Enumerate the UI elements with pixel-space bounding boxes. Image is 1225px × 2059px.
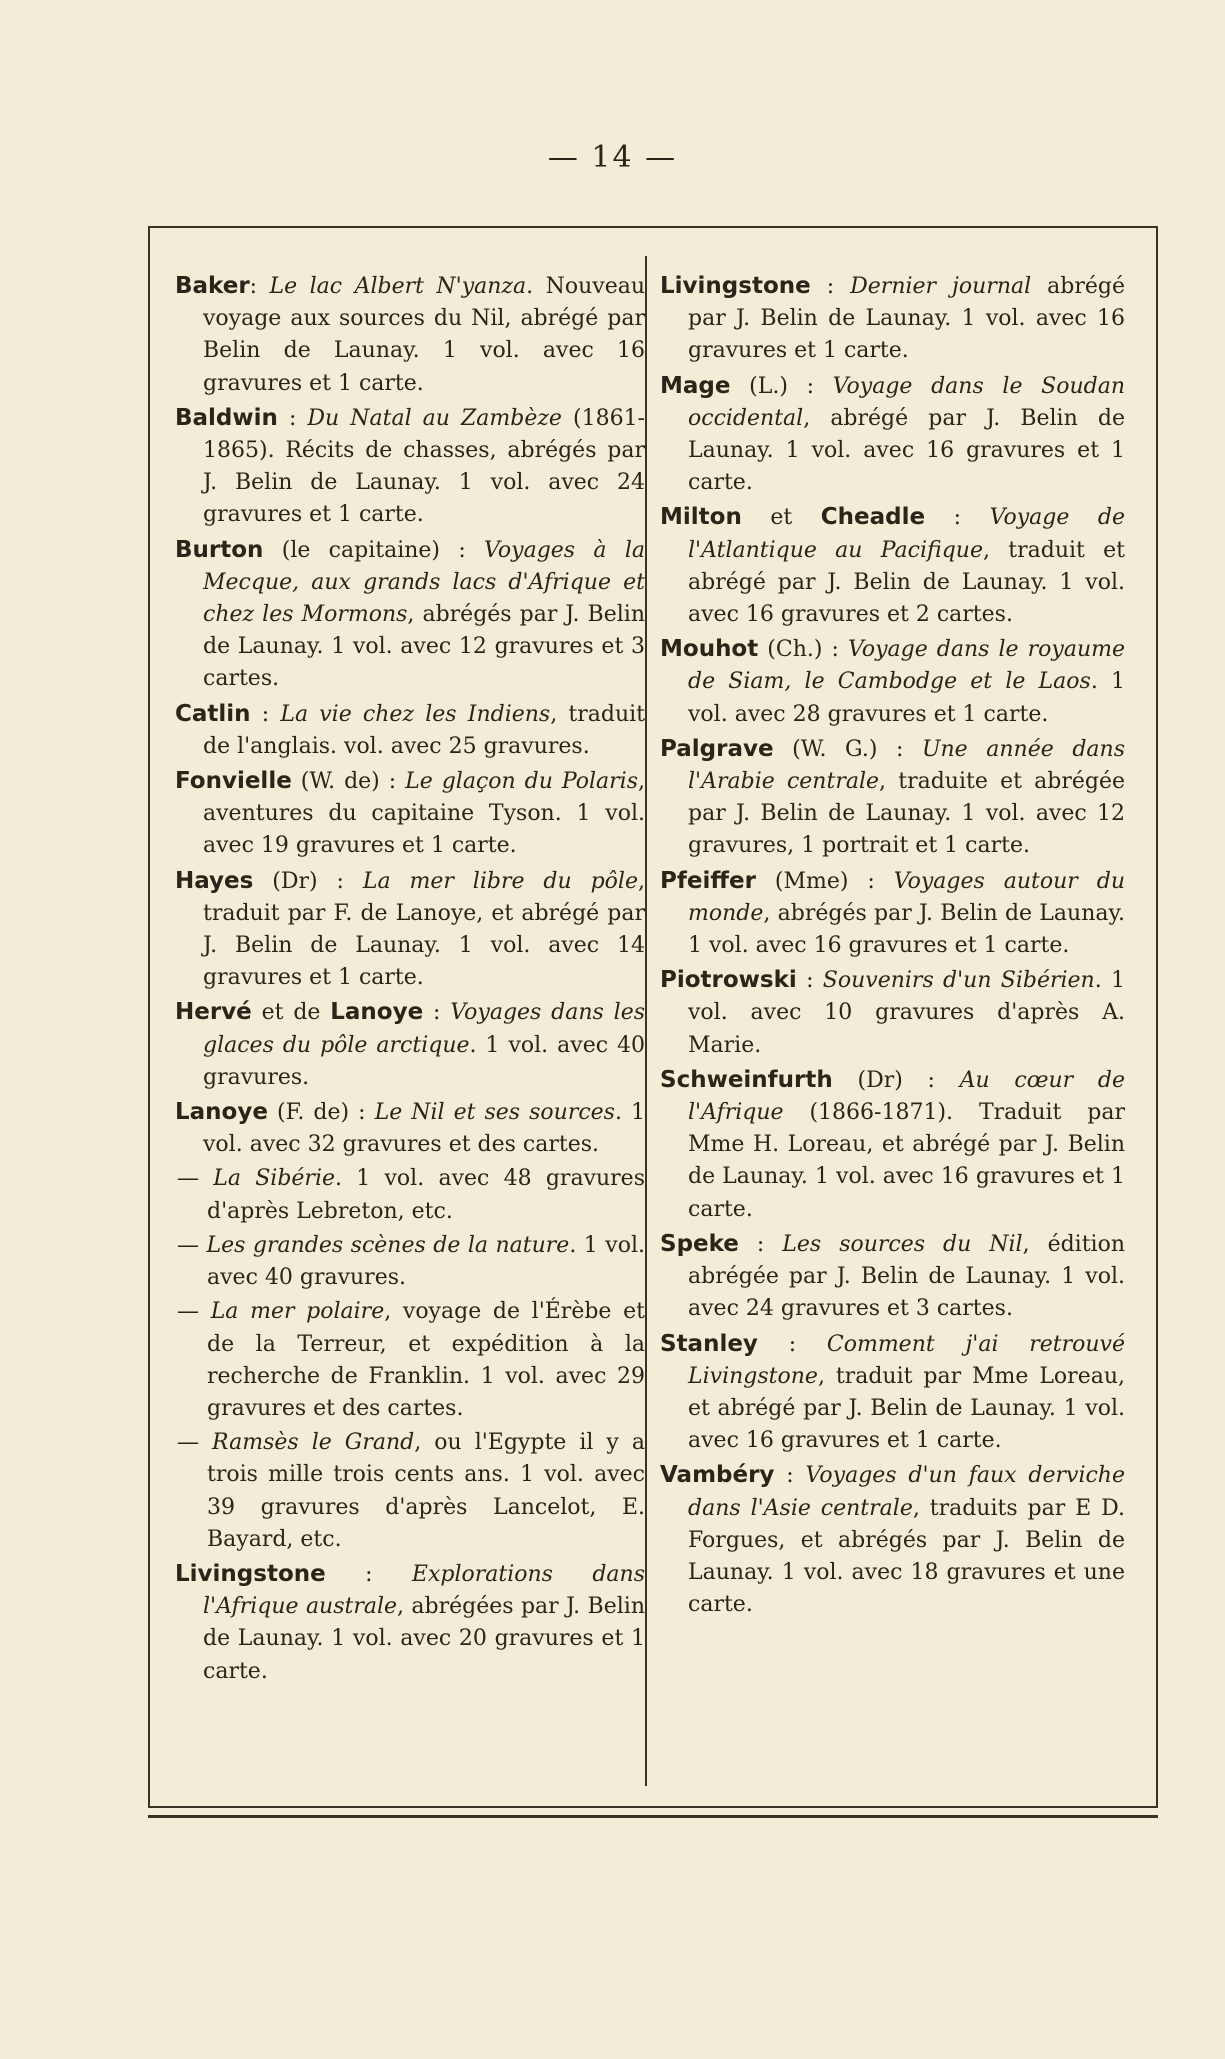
page-number: — 14 —: [547, 140, 678, 175]
entry-dash: —: [177, 1166, 214, 1192]
entry-separator-2: :: [925, 505, 990, 531]
entry-separator: (Ch.) :: [758, 637, 848, 663]
catalog-entry: [175, 1558, 645, 1688]
entry-author: Piotrowski: [660, 967, 797, 994]
entry-title: Ramsès le Grand: [212, 1430, 415, 1456]
entry-title: Voyage dans le royaume de Siam, le Cambodge et le Laos: [688, 637, 1125, 695]
entry-details: (1866-1871). Traduit par Mme H. Loreau, et abrégé par J. Belin de Launay. 1 vol. avec 16 gravures et 1 carte.: [688, 1100, 1125, 1222]
entry-details: , traduite et abrégée par J. Belin de Launay. 1 vol. avec 12 gravures, 1 portrait et 1 carte.: [688, 769, 1126, 859]
entry-separator: :: [774, 1463, 806, 1489]
catalog-entry: [175, 534, 645, 696]
entry-details: , ou l'Egypte il y a trois mille trois cents ans. 1 vol. avec 39 gravures d'après Lancelot, E. Bayard, etc.: [207, 1430, 645, 1552]
entry-details: , traduit de l'anglais. vol. avec 25 gravures.: [203, 701, 646, 759]
left-column: [175, 270, 645, 1690]
entry-author: Speke: [660, 1230, 739, 1257]
entry-title: Voyages autour du monde: [688, 868, 1125, 926]
entry-title: Comment j'ai retrouvé Livingstone: [688, 1331, 1125, 1389]
catalog-entry: [175, 698, 645, 763]
entry-author: Catlin: [175, 700, 251, 727]
catalog-entry: [660, 270, 1125, 368]
entry-details: (1861-1865). Récits de chasses, abrégés par J. Belin de Launay. 1 vol. avec 24 gravures et 1 carte.: [203, 405, 645, 528]
entry-title: Explorations dans l'Afrique australe: [203, 1561, 645, 1620]
entry-separator: :: [757, 1331, 827, 1357]
bottom-rule: [148, 1815, 1158, 1818]
entry-dash: —: [177, 1232, 207, 1258]
entry-author: Stanley: [660, 1330, 758, 1357]
entry-author: Baker: [175, 273, 250, 299]
catalog-entry: [175, 765, 645, 863]
entry-separator: :: [810, 274, 851, 299]
entry-title: La Sibérie: [213, 1166, 336, 1192]
entry-title: Le glaçon du Polaris: [405, 769, 639, 795]
catalog-entry: [175, 1427, 645, 1556]
entry-title: Du Natal au Zambèze: [307, 405, 562, 431]
entry-details: abrégé par J. Belin de Launay. 1 vol. avec 16 gravures et 1 carte.: [688, 274, 1125, 364]
entry-details: . 1 vol. avec 40 gravures.: [207, 1232, 645, 1291]
entry-author: Pfeiffer: [660, 867, 756, 894]
entry-author: Livingstone: [660, 273, 811, 299]
entry-details: , abrégé par J. Belin de Launay. 1 vol. avec 16 gravures et 1 carte.: [688, 405, 1125, 496]
entry-separator: :: [249, 274, 270, 299]
entry-separator: (L.) :: [730, 373, 833, 399]
entry-details: , abrégées par J. Belin de Launay. 1 vol. avec 20 gravures et 1 carte.: [203, 1594, 645, 1684]
entry-details: , abrégés par J. Belin de Launay. 1 vol. avec 12 gravures et 3 cartes.: [203, 602, 645, 692]
entry-separator: (W. G.) :: [773, 736, 922, 762]
entry-title: Voyages à la Mecque, aux grands lacs d'Afrique et chez les Mormons: [203, 537, 645, 628]
entry-details: . 1 vol. avec 32 gravures et des cartes.: [203, 1100, 646, 1158]
catalog-entry: [660, 733, 1125, 863]
entry-author: Palgrave: [660, 735, 774, 762]
entry-title: La mer polaire: [210, 1299, 385, 1325]
entry-author: Milton: [660, 504, 742, 531]
entry-separator: (le capitaine) :: [263, 537, 485, 563]
entry-title: La mer libre du pôle: [362, 868, 638, 894]
entry-separator: (W. de) :: [291, 769, 406, 795]
entry-separator: (Dr) :: [832, 1067, 960, 1093]
catalog-entry: [175, 1096, 645, 1161]
entry-title: Souvenirs d'un Sibérien: [822, 968, 1095, 994]
entry-separator: :: [738, 1231, 783, 1257]
entry-separator: :: [796, 968, 823, 994]
entry-title: dans les glaces du pôle arctique: [203, 1000, 646, 1058]
entry-separator-2: :: [423, 1000, 451, 1026]
column-divider: [645, 256, 647, 1786]
entry-details: . Nouveau voyage aux sources du Nil, abrégé par Belin de Launay. 1 vol. avec 16 gravures et 1 carte.: [203, 274, 645, 396]
entry-dash: —: [177, 1430, 213, 1456]
catalog-entry: [175, 996, 645, 1094]
entry-author: Fonvielle: [175, 768, 292, 795]
catalog-entry: [660, 865, 1125, 963]
catalog-entry: [660, 370, 1125, 500]
entry-details: , traduits par E D. Forgues, et abrégés par J. Belin de Launay. 1 vol. avec 18 gravures et une carte.: [688, 1495, 1125, 1618]
entry-details: , édition abrégée par J. Belin de Launay. 1 vol. avec 24 gravures et 3 cartes.: [688, 1231, 1125, 1322]
entry-separator: :: [250, 701, 281, 727]
catalog-entry: [175, 1230, 645, 1294]
entry-separator: :: [325, 1561, 412, 1587]
entry-title: Voyage dans le Soudan occidental: [688, 373, 1125, 431]
entry-author: Hervé: [175, 999, 252, 1026]
entry-details: , traduit par F. de Lanoye, et abrégé par J. Belin de Launay. 1 vol. avec 14 gravures et 1 carte.: [203, 868, 645, 991]
entry-title-prefix: Voyages: [450, 1000, 552, 1026]
catalog-entry: [660, 964, 1125, 1062]
catalog-entry: [660, 1228, 1125, 1326]
entry-author: Livingstone: [175, 1560, 326, 1587]
entry-separator: et de: [251, 1000, 331, 1026]
entry-details: . 1 vol. avec 10 gravures d'après A. Marie.: [688, 968, 1126, 1058]
entry-author: Burton: [175, 536, 264, 563]
entry-title: Les sources du Nil: [782, 1231, 1023, 1257]
entry-author: Baldwin: [175, 404, 278, 431]
entry-separator: et: [741, 505, 821, 531]
entry-author: Schweinfurth: [660, 1066, 833, 1093]
entry-title: Au cœur de l'Afrique: [688, 1067, 1125, 1126]
entry-details: , voyage de l'Érèbe et de la Terreur, et expédition à la recherche de Franklin. 1 vol. avec 29 gravures et des cartes.: [207, 1299, 645, 1421]
right-column: [660, 270, 1125, 1623]
catalog-entry: [175, 1296, 645, 1425]
entry-coauthor: Lanoye: [330, 999, 424, 1026]
entry-coauthor: Cheadle: [820, 504, 926, 531]
entry-details: , abrégés par J. Belin de Launay. 1 vol. avec 16 gravures et 1 carte.: [688, 900, 1125, 959]
entry-title: Les grandes scènes de la nature: [206, 1232, 570, 1258]
entry-separator: (Dr) :: [253, 868, 363, 894]
entry-separator: (F. de) :: [267, 1100, 375, 1126]
catalog-entry: [175, 1163, 645, 1227]
entry-details: , aventures du capitaine Tyson. 1 vol. avec 19 gravures et 1 carte.: [203, 769, 646, 859]
entry-title: Voyage de l'Atlantique au Pacifique: [688, 505, 1125, 563]
entry-separator: :: [277, 405, 308, 431]
catalog-entry: [175, 402, 645, 532]
entry-title: Le Nil et ses sources: [374, 1100, 615, 1126]
entry-author: Mouhot: [660, 636, 759, 663]
entry-details: , traduit par Mme Loreau, et abrégé par J. Belin de Launay. 1 vol. avec 16 gravures et 1 carte.: [688, 1363, 1125, 1454]
entry-author: Mage: [660, 372, 731, 399]
entry-details: . 1 vol. avec 40 gravures.: [203, 1032, 645, 1090]
catalog-entry: [175, 865, 645, 995]
entry-author: Hayes: [175, 867, 254, 894]
entry-separator: (Mme) :: [755, 868, 894, 894]
entry-author: Lanoye: [175, 1099, 268, 1126]
entry-details: , traduit et abrégé par J. Belin de Launay. 1 vol. avec 16 gravures et 2 cartes.: [688, 537, 1125, 628]
entry-author: Vambéry: [660, 1462, 775, 1489]
catalog-entry: [175, 270, 645, 400]
catalog-entry: [660, 1328, 1125, 1458]
entry-title: Dernier journal: [850, 274, 1032, 299]
catalog-entry: [660, 501, 1125, 631]
entry-details: . 1 vol. avec 48 gravures d'après Lebreton, etc.: [207, 1166, 645, 1224]
entry-details: . 1 vol. avec 28 gravures et 1 carte.: [688, 669, 1125, 727]
catalog-entry: [660, 1459, 1125, 1621]
entry-dash: —: [177, 1299, 211, 1325]
entry-title: Le lac Albert N'yanza: [269, 274, 527, 299]
catalog-entry: [660, 1064, 1125, 1226]
catalog-entry: [660, 633, 1125, 731]
entry-title: La vie chez les Indiens: [280, 701, 551, 727]
entry-title: Une année dans l'Arabie centrale: [688, 736, 1125, 795]
entry-title: Voyages d'un faux derviche dans l'Asie centrale: [688, 1463, 1125, 1521]
